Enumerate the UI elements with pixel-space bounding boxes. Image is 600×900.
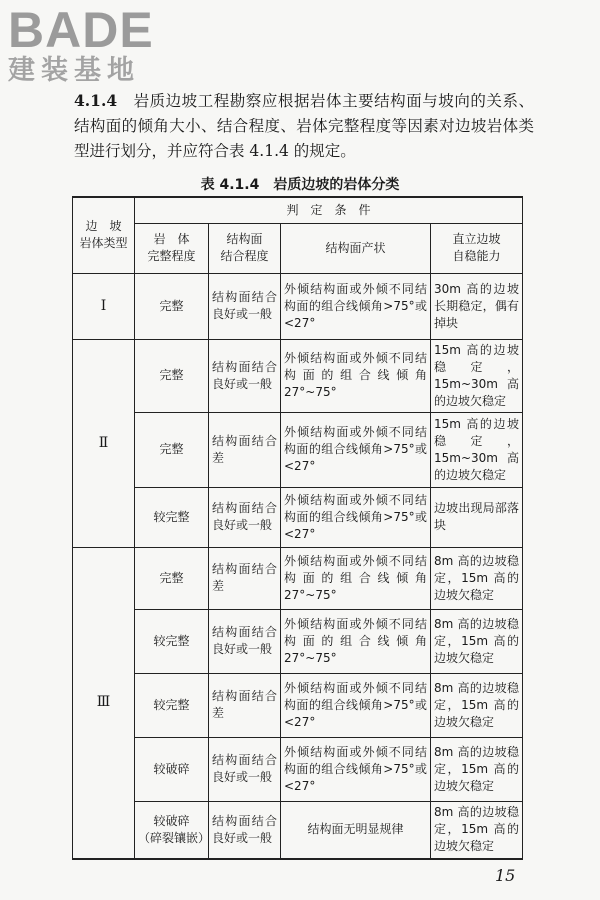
cell-integrity: 完整: [135, 412, 209, 487]
cell-attitude: 结构面无明显规律: [281, 801, 431, 859]
clause-paragraph: [74, 88, 534, 164]
cell-integrity: 完整: [135, 273, 209, 339]
cell-stability: 8m 高的边坡稳定，15m 高的边坡欠稳定: [431, 801, 523, 859]
cell-integrity: 完整: [135, 547, 209, 609]
header-integrity: 岩 体 完整程度: [135, 223, 209, 273]
cell-stability: 8m 高的边坡稳定，15m 高的边坡欠稳定: [431, 737, 523, 801]
cell-integrity: 完整: [135, 339, 209, 412]
cell-stability: 边坡出现局部落块: [431, 487, 523, 547]
cell-attitude: 外倾结构面或外倾不同结构面的组合线倾角>75°或<27°: [281, 273, 431, 339]
type-I: Ⅰ: [73, 273, 135, 339]
cell-bonding: 结构面结合良好或一般: [209, 487, 281, 547]
cell-bonding: 结构面结合良好或一般: [209, 609, 281, 673]
cell-bonding: 结构面结合良好或一般: [209, 273, 281, 339]
clause-text: 岩质边坡工程勘察应根据岩体主要结构面与坡向的关系、结构面的倾角大小、结合程度、岩体完整程度等因素对边坡岩体类型进行划分，并应符合表 4.1.4 的规定。: [74, 92, 534, 160]
cell-bonding: 结构面结合良好或一般: [209, 737, 281, 801]
header-criteria-group: 判 定 条 件: [135, 197, 523, 223]
cell-integrity: 较破碎 （碎裂镶嵌）: [135, 801, 209, 859]
cell-stability: 8m 高的边坡稳定，15m 高的边坡欠稳定: [431, 547, 523, 609]
logo-subtitle: 建装基地: [8, 55, 140, 86]
table-caption: 表 4.1.4 岩质边坡的岩体分类: [200, 177, 400, 193]
cell-bonding: 结构面结合良好或一般: [209, 339, 281, 412]
logo-wordmark: BADE: [8, 2, 154, 58]
cell-integrity: 较完整: [135, 673, 209, 737]
type-II: Ⅱ: [73, 339, 135, 547]
cell-attitude: 外倾结构面或外倾不同结构面的组合线倾角 27°~75°: [281, 339, 431, 412]
cell-bonding: 结构面结合差: [209, 412, 281, 487]
cell-stability: 8m 高的边坡稳定，15m 高的边坡欠稳定: [431, 609, 523, 673]
header-stability: 直立边坡 自稳能力: [431, 223, 523, 273]
cell-attitude: 外倾结构面或外倾不同结构面的组合线倾角>75°或<27°: [281, 412, 431, 487]
cell-attitude: 外倾结构面或外倾不同结构面的组合线倾角>75°或<27°: [281, 737, 431, 801]
page-number: 15: [495, 866, 516, 885]
cell-integrity: 较完整: [135, 487, 209, 547]
cell-attitude: 外倾结构面或外倾不同结构面的组合线倾角 27°~75°: [281, 547, 431, 609]
cell-stability: 15m 高的边坡稳定，15m~30m 高的边坡欠稳定: [431, 339, 523, 412]
cell-attitude: 外倾结构面或外倾不同结构面的组合线倾角 27°~75°: [281, 609, 431, 673]
rock-slope-classification-table: [72, 196, 523, 860]
cell-attitude: 外倾结构面或外倾不同结构面的组合线倾角>75°或<27°: [281, 487, 431, 547]
cell-stability: 8m 高的边坡稳定，15m 高的边坡欠稳定: [431, 673, 523, 737]
cell-bonding: 结构面结合良好或一般: [209, 801, 281, 859]
type-III: Ⅲ: [73, 547, 135, 859]
cell-attitude: 外倾结构面或外倾不同结构面的组合线倾角>75°或<27°: [281, 673, 431, 737]
cell-bonding: 结构面结合差: [209, 547, 281, 609]
clause-number: 4.1.4: [74, 91, 118, 110]
cell-bonding: 结构面结合差: [209, 673, 281, 737]
bade-logo: [8, 4, 154, 86]
cell-stability: 30m 高的边坡长期稳定，偶有掉块: [431, 273, 523, 339]
cell-integrity: 较破碎: [135, 737, 209, 801]
header-attitude: 结构面产状: [281, 223, 431, 273]
header-slope-type: 边 坡 岩体类型: [73, 197, 135, 273]
header-bonding: 结构面 结合程度: [209, 223, 281, 273]
cell-integrity: 较完整: [135, 609, 209, 673]
cell-stability: 15m 高的边坡稳定，15m~30m 高的边坡欠稳定: [431, 412, 523, 487]
